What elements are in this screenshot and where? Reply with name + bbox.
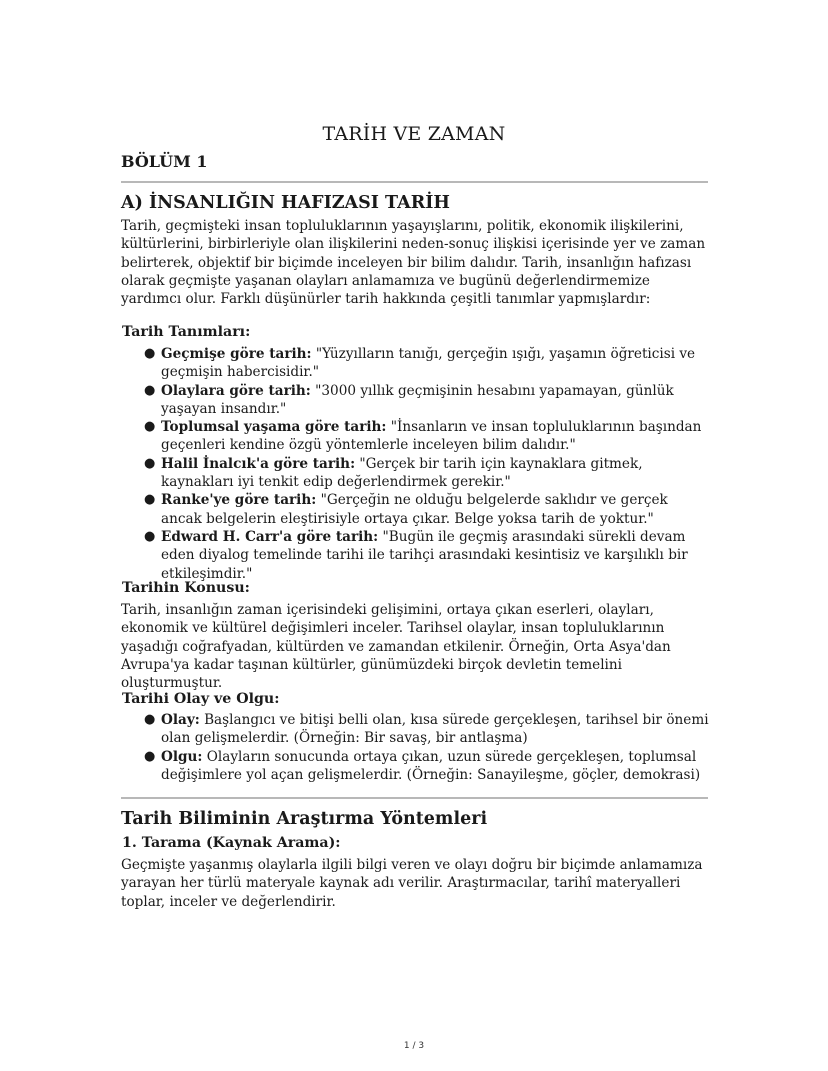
methods-heading: Tarih Biliminin Araştırma Yöntemleri xyxy=(121,809,488,829)
section-divider xyxy=(121,797,708,799)
definition-item xyxy=(121,528,709,583)
bullet-icon: ● xyxy=(144,419,156,435)
definition-text: "Gerçek bir tarih için kaynaklara gitmek, kaynakları iyi tenkit edip değerlendirmek gerekir." xyxy=(161,455,643,491)
definition-term: Ranke'ye göre tarih: xyxy=(161,492,317,509)
bullet-icon: ● xyxy=(144,382,156,398)
chapter-label: BÖLÜM 1 xyxy=(121,152,208,171)
definition-text: "Gerçeğin ne olduğu belgelerde saklıdır ve gerçek ancak belgelerin eleştirisiyle ortaya çıkar. Belge yoksa tarih de yoktur." xyxy=(161,492,668,527)
event-fact-item xyxy=(121,711,709,748)
definitions-list xyxy=(121,345,709,583)
definition-text: "3000 yıllık geçmişinin hesabını yapamayan, günlük yaşayan insandır." xyxy=(161,382,674,417)
bullet-icon: ● xyxy=(144,528,156,544)
definition-item xyxy=(121,382,709,419)
definition-term: Olaylara göre tarih: xyxy=(161,382,311,399)
definition-item xyxy=(121,455,709,492)
method-step1-text: Geçmişte yaşanmış olaylarla ilgili bilgi veren ve olayı doğru bir biçimde anlamamıza yarayan her türlü materyale kaynak adı verilir. Araştırmacılar, tarihî materyalleri toplar, inceler ve değerlendirir. xyxy=(121,857,703,910)
definition-item xyxy=(121,418,709,455)
definition-term: Edward H. Carr'a göre tarih: xyxy=(161,528,379,545)
definition-item xyxy=(121,491,709,528)
section-a-intro: Tarih, geçmişteki insan topluluklarının yaşayışlarını, politik, ekonomik ilişkilerini, kültürlerini, birbirleriyle olan ilişkilerini neden-sonuç ilişkisi içerisinde yer ve zaman belirterek, objektif bir biçimde inceleyen bir bilim dalıdır. Tarih, insanlığın hafızası olarak geçmişte yaşanan olayları anlamamıza ve bugünü değerlendirmemize yardımcı olur. Farklı düşünürler tarih hakkında çeşitli tanımlar yapmışlardır: xyxy=(121,218,706,308)
bullet-icon: ● xyxy=(144,748,156,764)
section-divider xyxy=(121,181,708,183)
definitions-heading: Tarih Tanımları: xyxy=(122,324,251,340)
event-fact-heading: Tarihi Olay ve Olgu: xyxy=(122,691,280,707)
event-fact-term: Olgu: xyxy=(161,748,203,765)
event-fact-item xyxy=(121,748,709,785)
event-fact-text: Başlangıcı ve bitişi belli olan, kısa sürede gerçekleşen, tarihsel bir önemi olan gelişmelerdir. (Örneğin: Bir savaş, bir antlaşma) xyxy=(161,712,709,747)
definition-text: "Yüzyılların tanığı, gerçeğin ışığı, yaşamın öğreticisi ve geçmişin habercisidir." xyxy=(161,346,696,381)
definition-term: Geçmişe göre tarih: xyxy=(161,346,312,362)
page-number: 1 / 3 xyxy=(403,1041,425,1051)
event-fact-term: Olay: xyxy=(161,712,200,728)
definition-term: Toplumsal yaşama göre tarih: xyxy=(161,419,387,436)
bullet-icon: ● xyxy=(144,712,156,727)
method-step1-heading: 1. Tarama (Kaynak Arama): xyxy=(122,835,341,851)
definition-text: "İnsanların ve insan topluluklarının başından geçenleri kendine özgü yöntemlerle inceleyen bilim dalıdır." xyxy=(161,419,702,454)
event-fact-list xyxy=(121,711,709,784)
definition-text: "Bugün ile geçmiş arasındaki sürekli devam eden diyalog temelinde tarihi ile tarihçi arasındaki kesintisiz ve karşılıklı bir etkileşimdir." xyxy=(161,528,688,582)
event-fact-text: Olayların sonucunda ortaya çıkan, uzun sürede gerçekleşen, toplumsal değişimlere yol açan gelişmelerdir. (Örneğin: Sanayileşme, göçler, demokrasi) xyxy=(161,748,701,783)
bullet-icon: ● xyxy=(144,492,156,508)
definition-item xyxy=(121,345,709,382)
bullet-icon: ● xyxy=(144,346,156,361)
bullet-icon: ● xyxy=(144,455,156,471)
definition-term: Halil İnalcık'a göre tarih: xyxy=(161,455,356,472)
subject-text: Tarih, insanlığın zaman içerisindeki gelişimini, ortaya çıkan eserleri, olayları, ekonomik ve kültürel değişimleri inceler. Tarihsel olaylar, insan topluluklarının yaşadığı coğrafyadan, kültürden ve zamandan etkilenir. Örneğin, Orta Asya'dan Avrupa'ya kadar taşınan kültürler, günümüzdeki birçok devletin temelini oluşturmuştur. xyxy=(121,602,671,692)
subject-heading: Tarihin Konusu: xyxy=(122,580,250,596)
document-title: TARİH VE ZAMAN xyxy=(322,123,506,145)
section-a-heading: A) İNSANLIĞIN HAFIZASI TARİH xyxy=(121,193,450,213)
